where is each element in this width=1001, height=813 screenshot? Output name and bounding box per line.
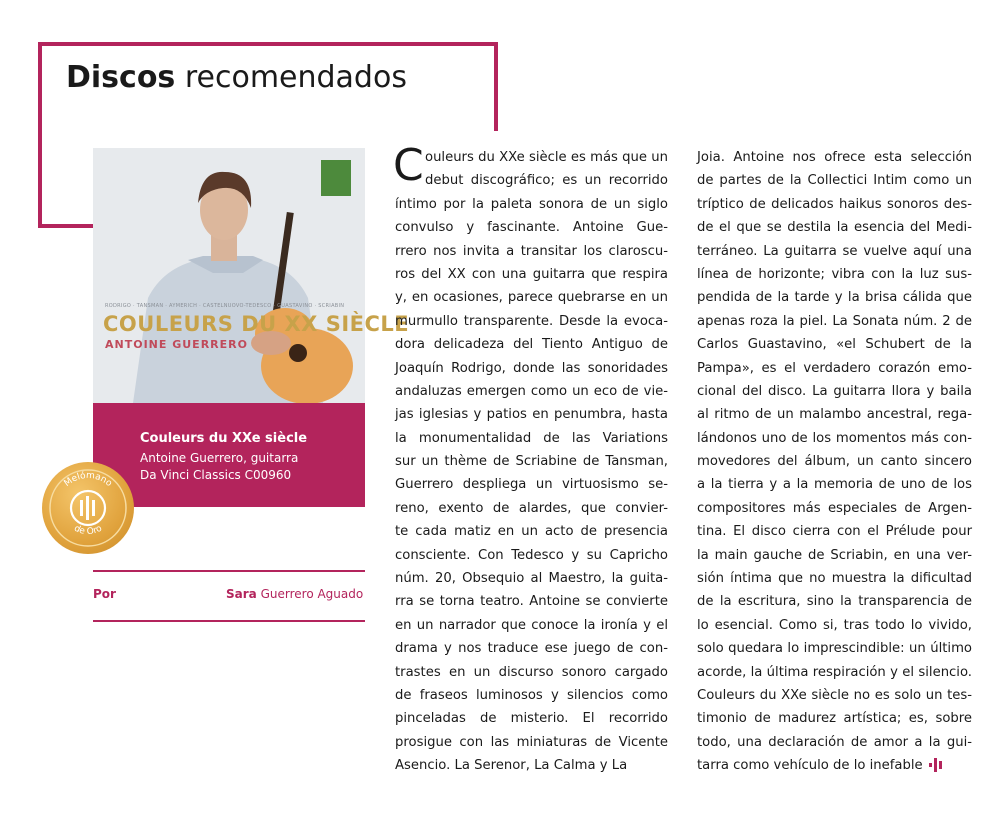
article-column-1 <box>393 140 668 778</box>
text-line: lándonos uno de los momentos más con- <box>697 430 972 446</box>
text-line: movedores del álbum, un canto sincero <box>697 454 972 470</box>
award-seal <box>42 462 134 554</box>
album-cover <box>93 148 410 403</box>
byline-label: Por <box>93 587 116 601</box>
frame-top-border <box>38 42 498 46</box>
text-line: de fraseos luminosos y silencios como <box>395 687 668 703</box>
text-line: reno, exento de alardes, que convier- <box>395 500 668 516</box>
frame-left-border <box>38 42 42 228</box>
text-line: la monumentalidad de las Variations <box>395 430 668 446</box>
text-line: lo esencial. Como si, tras todo lo vivido, <box>697 617 972 633</box>
album-performer: Antoine Guerrero, guitarra <box>140 451 299 465</box>
author-first-name: Sara <box>226 587 257 601</box>
text-line: Pampa», es el verdadero corazón emo- <box>697 360 972 376</box>
text-line: ouleurs du XXe siècle es más que un <box>425 150 668 165</box>
text-line: pendida de la tarde y la brisa cálida que <box>697 290 972 306</box>
text-line: solo quedara lo imprescindible: un último <box>697 641 972 657</box>
cover-title: COULEURS DU XX SIÈCLE <box>103 312 410 336</box>
text-line: línea de horizonte; vibra con la luz sus- <box>697 266 972 282</box>
text-line: consciente. Con Tedesco y su Capricho <box>395 547 668 563</box>
text-line: pinceladas de misterio. El recorrido <box>395 711 668 727</box>
frame-right-border <box>494 42 498 131</box>
end-mark-icon <box>929 756 947 774</box>
seal-bottom-text: de Oro <box>72 523 104 538</box>
text-line: rrero nos invita a transitar los claroscu- <box>395 243 668 259</box>
text-line: a la tierra y a la memoria de uno de los <box>697 477 972 493</box>
text-line: Guerrero despliega un virtuosismo se- <box>395 477 668 493</box>
text-line: tarra como vehículo de lo inefable <box>697 754 972 777</box>
page-title-bold: Discos <box>66 60 176 95</box>
byline-bottom-rule <box>93 620 365 622</box>
text-line: tríptico de delicados haikus sonoros des- <box>697 196 972 212</box>
text-line: rra se torna teatro. Antoine se convierte <box>395 594 668 610</box>
text-line: tina. El disco cierra con el Prélude pour <box>697 524 972 540</box>
text-line: debut discográfico; es un recorrido <box>425 173 668 189</box>
byline-top-rule <box>93 570 365 572</box>
text-line: núm. 20, Obsequio al Maestro, la guita- <box>395 571 668 587</box>
text-line: apenas roza la piel. La Sonata núm. 2 de <box>697 313 972 329</box>
text-line: cional del disco. La guitarra llora y baila <box>697 383 972 399</box>
seal-top-text: Melómano <box>62 470 114 489</box>
text-line: Couleurs du XXe siècle no es solo un tes- <box>697 687 972 703</box>
text-line: sur un thème de Scriabine de Tansman, <box>395 454 668 470</box>
album-label: Da Vinci Classics C00960 <box>140 468 292 482</box>
text-line: Carlos Guastavino, «el Schubert de la <box>697 337 972 353</box>
text-line: Joaquín Rodrigo, donde las sonoridades <box>395 360 668 376</box>
text-line: murmullo transparente. Desde la evoca- <box>395 313 668 329</box>
text-line: y, en ocasiones, parece quebrarse en un <box>395 290 668 306</box>
text-line: de la escritura, sino la transparencia de <box>697 594 972 610</box>
text-line: prosigue con las miniaturas de Vicente <box>395 734 668 750</box>
text-line: andaluzas emergen como un eco de vie- <box>395 383 668 399</box>
text-line: de partes de la Collectici Intim como un <box>697 173 972 189</box>
page-title-rest: recomendados <box>175 60 407 95</box>
text-line: en un narrador que conoce la ironía y el <box>395 617 668 633</box>
label-logo <box>321 160 351 196</box>
text-line: Joia. Antoine nos ofrece esta selección <box>697 150 972 165</box>
text-line: timonio de madurez artística; es, sobre <box>697 711 972 727</box>
text-line: acorde, la última respiración y el silencio. <box>697 664 972 680</box>
award-seal-icon <box>42 462 134 554</box>
text-line: ros del XX con una guitarra que respira <box>395 266 668 282</box>
page-title <box>66 58 407 98</box>
album-title: Couleurs du XXe siècle <box>140 431 308 446</box>
text-line: compositores más especiales de Argen- <box>697 500 972 516</box>
text-line: terráneo. La guitarra se vuelve aquí una <box>697 243 972 259</box>
text-line: de el que se destila la esencia del Medi- <box>697 220 972 236</box>
text-line: todo, una declaración de amor a la gui- <box>697 734 972 750</box>
text-line: sión íntima que no muestra la dificultad <box>697 571 972 587</box>
byline-author <box>226 587 363 601</box>
svg-text:Melómano <box>62 470 114 489</box>
text-line: te cada matiz en un acto de presencia <box>395 524 668 540</box>
cover-composers: RODRIGO · TANSMAN · AYMERICH · CASTELNUOVO-TEDESCO · GUASTAVINO · SCRIABIN <box>105 303 345 309</box>
author-last-name: Guerrero Aguado <box>256 587 364 601</box>
article-column-2 <box>697 146 972 778</box>
text-line: jas iglesias y patios en penumbra, hasta <box>395 407 668 423</box>
drop-cap: C <box>393 140 424 191</box>
text-line: drama y nos traduce ese juego de con- <box>395 641 668 657</box>
text-line: al ritmo de un malambo ancestral, rega- <box>697 407 972 423</box>
text-line: Asencio. La Serenor, La Calma y La <box>395 758 628 774</box>
text-line: íntimo por la paleta sonora de un siglo <box>395 196 668 212</box>
cover-artist: ANTOINE GUERRERO <box>105 338 248 351</box>
text-line: la main gauche de Scriabin, en una ver- <box>697 547 972 563</box>
frame-bottom-border <box>38 224 94 228</box>
text-line: dora delicadeza del Tiento Antiguo de <box>395 337 668 353</box>
text-line: convulso y fascinante. Antoine Gue- <box>395 220 668 236</box>
text-line: trastes en un discurso sonoro cargado <box>395 664 668 680</box>
